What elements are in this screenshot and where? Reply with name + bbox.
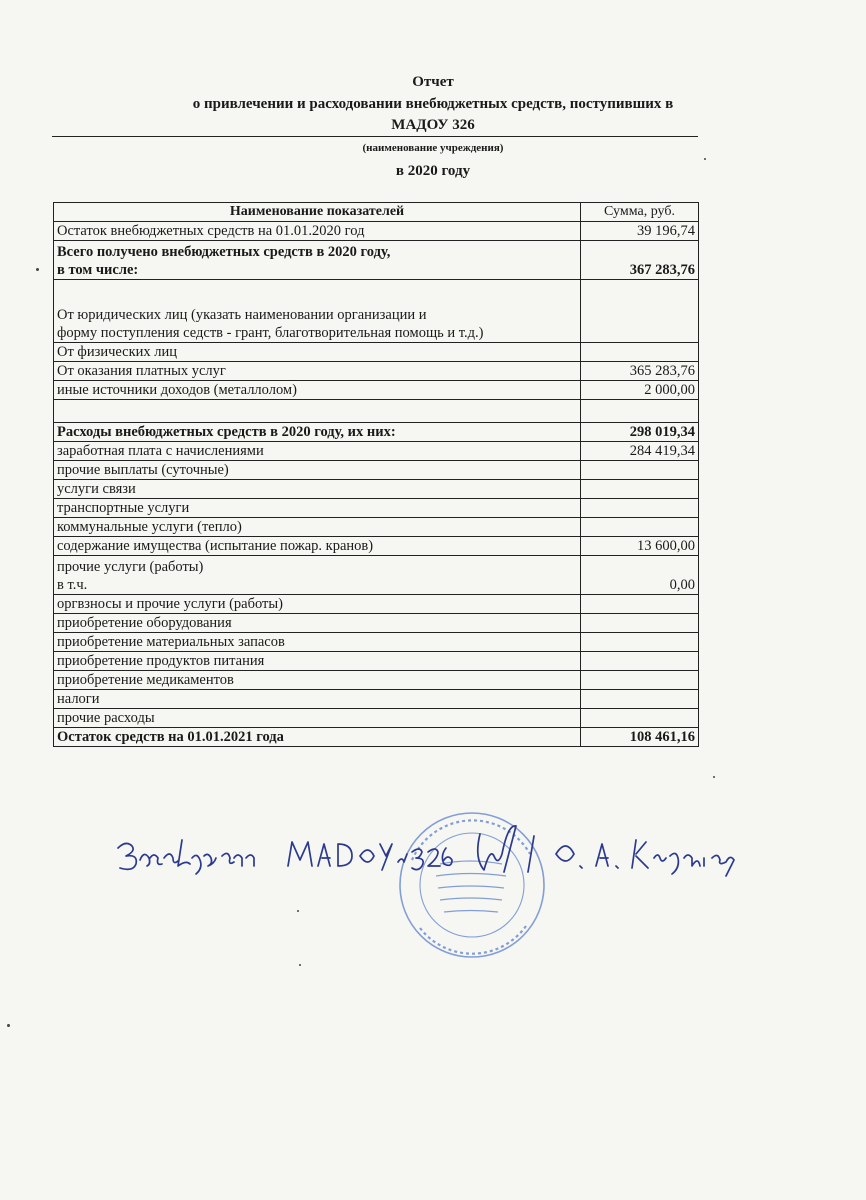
row-name: приобретение материальных запасов	[54, 633, 581, 652]
row-name	[54, 241, 581, 280]
organization-underline	[52, 136, 698, 137]
row-sum: 367 283,76	[581, 241, 699, 280]
row-name-line-2: в т.ч.	[57, 577, 88, 593]
row-sum: 284 419,34	[581, 442, 699, 461]
row-name: прочие выплаты (суточные)	[54, 461, 581, 480]
row-name: коммунальные услуги (тепло)	[54, 518, 581, 537]
row-sum: 365 283,76	[581, 362, 699, 381]
signature-stamp-area	[0, 800, 866, 980]
table-row	[54, 362, 699, 381]
row-name: От оказания платных услуг	[54, 362, 581, 381]
row-sum	[581, 343, 699, 362]
row-name: приобретение оборудования	[54, 614, 581, 633]
row-name: Расходы внебюджетных средств в 2020 году, их них:	[54, 423, 581, 442]
row-sum: 13 600,00	[581, 537, 699, 556]
table-row	[54, 614, 699, 633]
handwritten-signature	[118, 826, 734, 876]
row-sum	[581, 671, 699, 690]
table-row	[54, 499, 699, 518]
row-sum: 0,00	[581, 556, 699, 595]
row-name: содержание имущества (испытание пожар. кранов)	[54, 537, 581, 556]
row-name-line-1: От юридических лиц (указать наименовании организации и	[57, 307, 427, 323]
report-table	[53, 202, 699, 747]
organization-caption: (наименование учреждения)	[362, 142, 504, 154]
table-row	[54, 728, 699, 747]
row-name: услуги связи	[54, 480, 581, 499]
row-name: заработная плата с начислениями	[54, 442, 581, 461]
row-sum	[581, 518, 699, 537]
table-row	[54, 423, 699, 442]
scan-speck	[299, 964, 301, 966]
table-row	[54, 241, 699, 280]
table-row	[54, 400, 699, 423]
row-sum	[581, 690, 699, 709]
table-row	[54, 690, 699, 709]
table-row	[54, 518, 699, 537]
stamp-text-lines	[436, 861, 506, 912]
row-name-line-2: форму поступления седств - грант, благотворительная помощь и т.д.)	[57, 325, 484, 341]
table-row	[54, 537, 699, 556]
table-row	[54, 222, 699, 241]
row-sum: 298 019,34	[581, 423, 699, 442]
row-name: оргвзносы и прочие услуги (работы)	[54, 595, 581, 614]
row-sum	[581, 461, 699, 480]
table-header-row	[54, 203, 699, 222]
table-row	[54, 671, 699, 690]
row-sum	[581, 652, 699, 671]
row-name: приобретение медикаментов	[54, 671, 581, 690]
row-name: налоги	[54, 690, 581, 709]
report-subtitle: о привлечении и расходовании внебюджетных средств, поступивших в	[192, 96, 674, 112]
row-sum	[581, 709, 699, 728]
row-name	[54, 400, 581, 423]
scan-speck	[704, 158, 706, 160]
table-row	[54, 461, 699, 480]
row-sum: 108 461,16	[581, 728, 699, 747]
row-sum: 39 196,74	[581, 222, 699, 241]
row-name: иные источники доходов (металлолом)	[54, 381, 581, 400]
row-sum	[581, 480, 699, 499]
stamp-outer-ring	[400, 813, 544, 957]
scan-speck	[36, 268, 39, 271]
column-header-sum: Сумма, руб.	[581, 203, 699, 222]
organization-name: МАДОУ 326	[391, 117, 475, 133]
table-row	[54, 343, 699, 362]
table-row	[54, 280, 699, 343]
row-name-line-1: прочие услуги (работы)	[57, 559, 204, 575]
report-title: Отчет	[412, 74, 454, 90]
row-name-line-2: в том числе:	[57, 262, 139, 278]
row-name: Остаток внебюджетных средств на 01.01.2020 год	[54, 222, 581, 241]
row-name: приобретение продуктов питания	[54, 652, 581, 671]
table-row	[54, 652, 699, 671]
row-name: Остаток средств на 01.01.2021 года	[54, 728, 581, 747]
row-name: От физических лиц	[54, 343, 581, 362]
row-name: прочие расходы	[54, 709, 581, 728]
scan-speck	[7, 1024, 10, 1027]
table-row	[54, 480, 699, 499]
row-name	[54, 556, 581, 595]
table-row	[54, 709, 699, 728]
row-sum	[581, 499, 699, 518]
row-name: транспортные услуги	[54, 499, 581, 518]
table-row	[54, 442, 699, 461]
row-sum	[581, 280, 699, 343]
official-stamp	[400, 813, 544, 957]
table-row	[54, 556, 699, 595]
row-name	[54, 280, 581, 343]
column-header-name: Наименование показателей	[54, 203, 581, 222]
table-row	[54, 381, 699, 400]
row-sum: 2 000,00	[581, 381, 699, 400]
row-name-line-1: Всего получено внебюджетных средств в 2020 году,	[57, 244, 391, 260]
scan-speck	[297, 910, 299, 912]
row-sum	[581, 614, 699, 633]
row-sum	[581, 633, 699, 652]
table-row	[54, 595, 699, 614]
scan-speck	[713, 776, 715, 778]
row-sum	[581, 595, 699, 614]
report-year: в 2020 году	[395, 163, 471, 179]
stamp-arc-text-bottom	[420, 926, 526, 954]
table-row	[54, 633, 699, 652]
row-sum	[581, 400, 699, 423]
